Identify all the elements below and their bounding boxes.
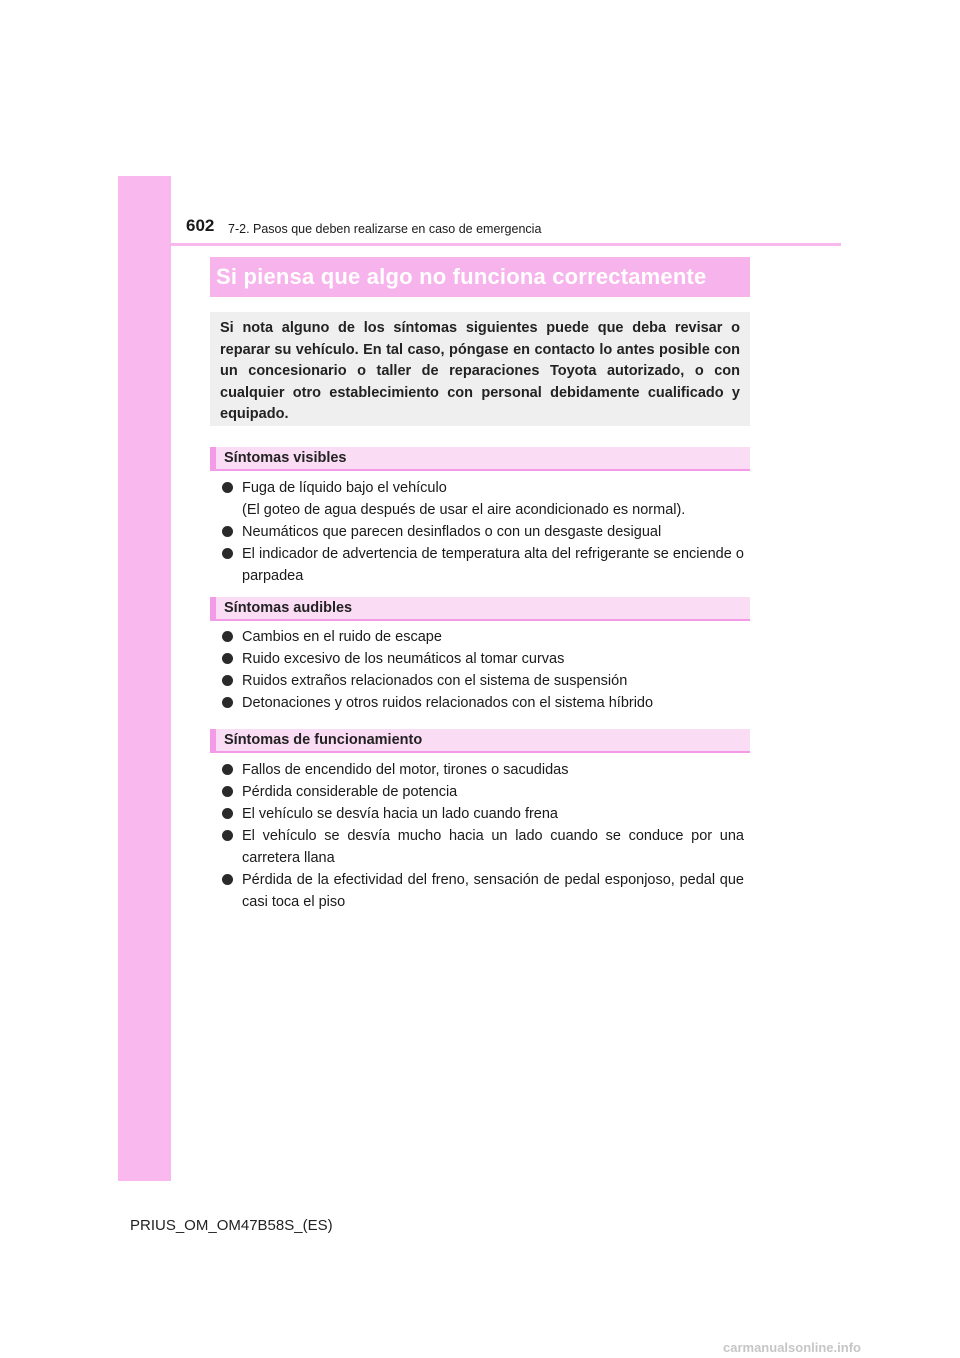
list-item [222, 781, 744, 803]
list-item-text: El vehículo se desvía hacia un lado cuando frena [242, 806, 558, 822]
bullet-icon [222, 874, 233, 885]
list-item [222, 692, 744, 714]
document-code: PRIUS_OM_OM47B58S_(ES) [130, 1217, 333, 1234]
list-item-text: (El goteo de agua después de usar el aire acondicionado es normal). [242, 502, 686, 518]
bullet-icon [222, 675, 233, 686]
bullet-icon [222, 830, 233, 841]
watermark: carmanualsonline.info [723, 1340, 861, 1355]
list-item-text: Pérdida considerable de potencia [242, 784, 458, 800]
list-item [222, 670, 744, 692]
list-item [222, 803, 744, 825]
bullet-icon [222, 548, 233, 559]
list-item [222, 825, 744, 869]
page-number: 602 [186, 216, 215, 235]
list-item [222, 626, 744, 648]
list-item [222, 477, 744, 521]
bullet-list-operating [222, 759, 744, 913]
list-item-text: Neumáticos que parecen desinflados o con un desgaste desigual [242, 524, 662, 540]
bullet-list-audible [222, 626, 744, 714]
list-item-text: Ruidos extraños relacionados con el sistema de suspensión [242, 673, 628, 689]
section-heading-audible: Síntomas audibles [210, 597, 750, 621]
section-path: 7-2. Pasos que deben realizarse en caso de emergencia [228, 222, 542, 236]
list-item-text: Cambios en el ruido de escape [242, 629, 442, 645]
bullet-icon [222, 697, 233, 708]
bullet-icon [222, 526, 233, 537]
list-item [222, 869, 744, 913]
bullet-icon [222, 786, 233, 797]
list-item-text: Detonaciones y otros ruidos relacionados con el sistema híbrido [242, 695, 654, 711]
list-item-text: Fallos de encendido del motor, tirones o sacudidas [242, 762, 569, 778]
section-heading-visible: Síntomas visibles [210, 447, 750, 471]
bullet-list-visible [222, 477, 744, 587]
side-tab [118, 176, 171, 1181]
list-item-text: Fuga de líquido bajo el vehículo [242, 480, 447, 496]
list-item-text: El vehículo se desvía mucho hacia un lado cuando se conduce por una carretera llana [242, 828, 744, 866]
header-rule [118, 243, 841, 246]
bullet-icon [222, 631, 233, 642]
list-item [222, 543, 744, 587]
bullet-icon [222, 764, 233, 775]
section-heading-operating: Síntomas de funcionamiento [210, 729, 750, 753]
intro-text: Si nota alguno de los síntomas siguientes puede que deba revisar o reparar su vehículo. En tal caso, póngase en contacto lo antes posible con un concesionario o taller de reparaciones Toyota autorizado, o con cualquier otro establecimiento con personal debidamente cualificado y equipado. [210, 312, 750, 426]
list-item-text: El indicador de advertencia de temperatura alta del refrigerante se enciende o parpadea [242, 546, 744, 584]
list-item [222, 759, 744, 781]
page-title: Si piensa que algo no funciona correctamente [210, 257, 750, 297]
list-item-text: Pérdida de la efectividad del freno, sensación de pedal esponjoso, pedal que casi toca el piso [242, 872, 744, 910]
list-item-text: Ruido excesivo de los neumáticos al tomar curvas [242, 651, 565, 667]
list-item [222, 521, 744, 543]
bullet-icon [222, 808, 233, 819]
bullet-icon [222, 482, 233, 493]
bullet-icon [222, 653, 233, 664]
list-item [222, 648, 744, 670]
